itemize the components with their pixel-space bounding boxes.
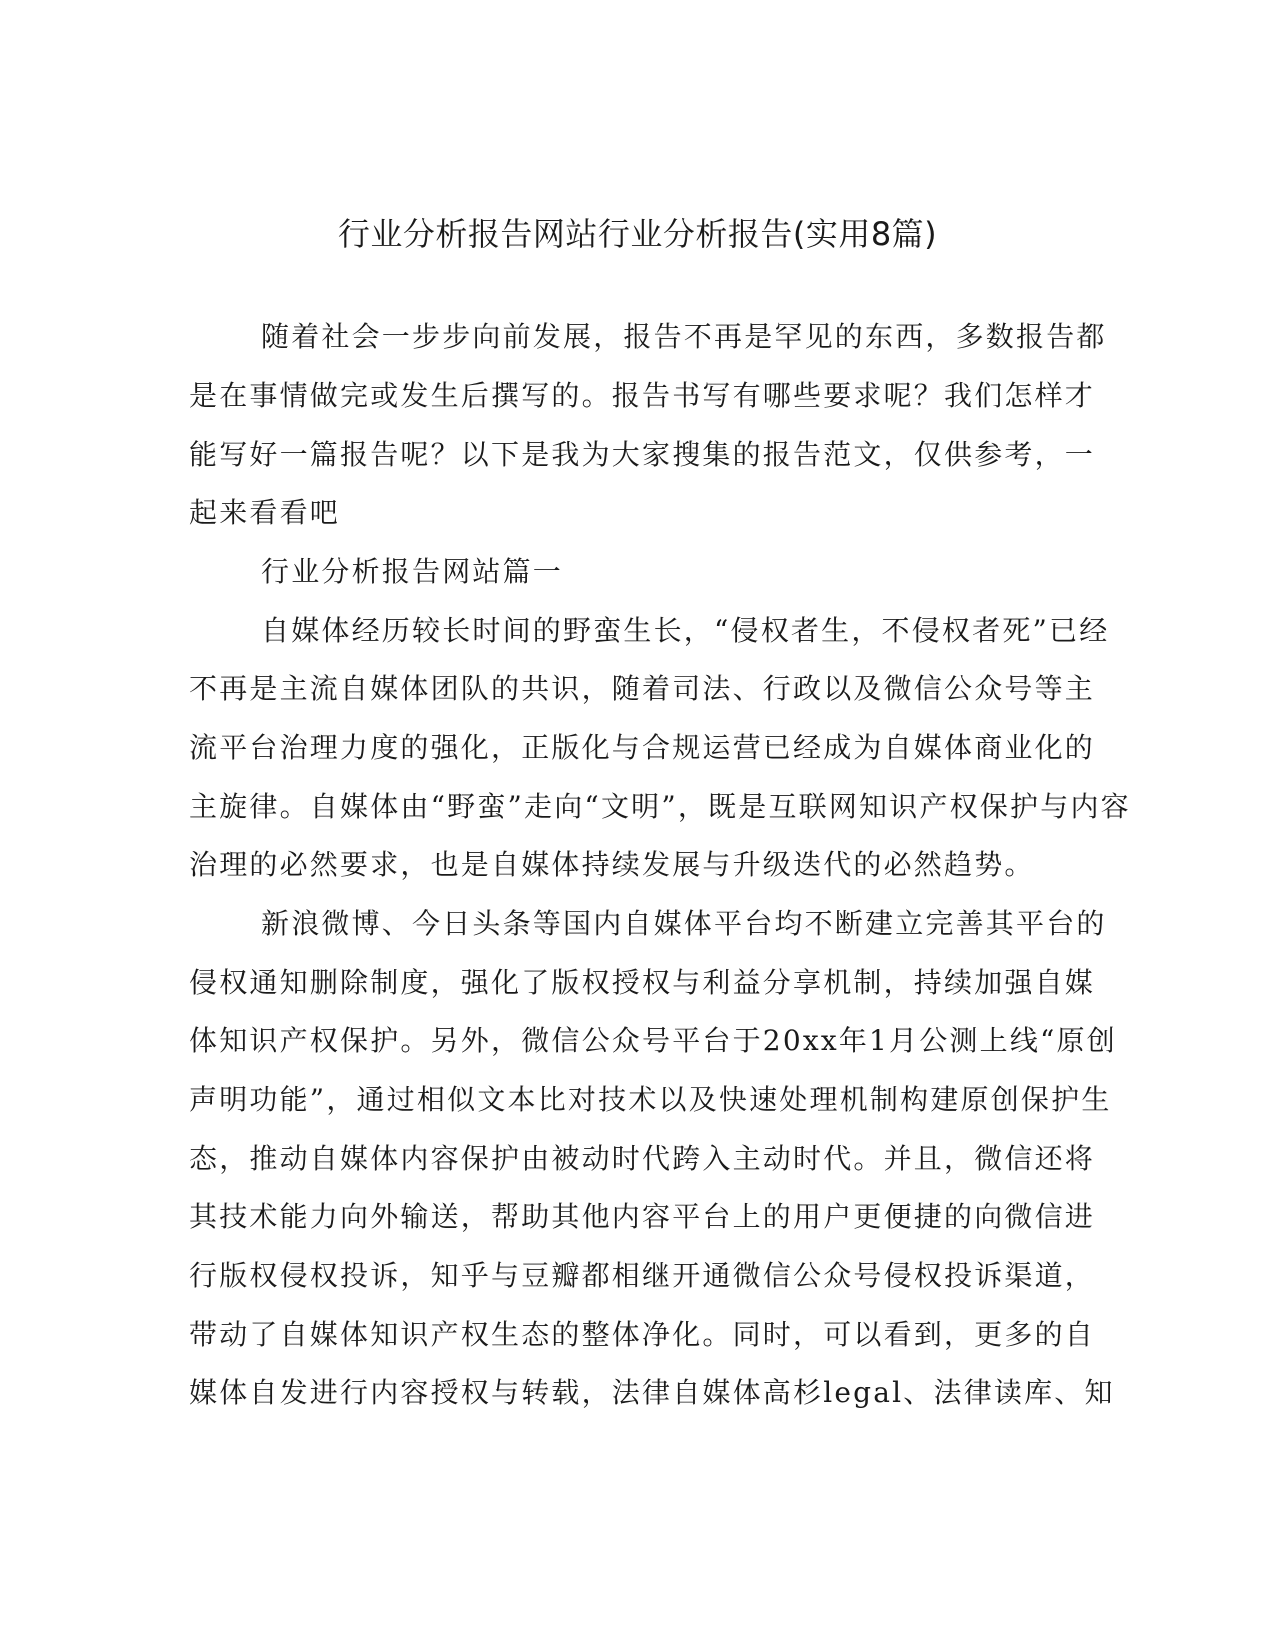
paragraph2-line-3: 体知识产权保护。另外，微信公众号平台于20xx年1月公测上线“原创 (189, 1024, 1117, 1057)
section-heading: 行业分析报告网站篇一 (261, 555, 564, 588)
paragraph1-line-4: 主旋律。自媒体由“野蛮”走向“文明”，既是互联网知识产权保护与内容 (189, 790, 1131, 823)
intro-line-3: 能写好一篇报告呢？以下是我为大家搜集的报告范文，仅供参考，一 (189, 438, 1096, 471)
paragraph2-line-5: 态，推动自媒体内容保护由被动时代跨入主动时代。并且，微信还将 (189, 1142, 1096, 1175)
paragraph2-line-9: 媒体自发进行内容授权与转载，法律自媒体高杉legal、法律读库、知 (189, 1376, 1115, 1409)
paragraph1-line-2: 不再是主流自媒体团队的共识，随着司法、行政以及微信公众号等主 (189, 672, 1096, 705)
intro-line-2: 是在事情做完或发生后撰写的。报告书写有哪些要求呢？我们怎样才 (189, 379, 1096, 412)
paragraph2-line-1: 新浪微博、今日头条等国内自媒体平台均不断建立完善其平台的 (261, 907, 1107, 940)
document-title: 行业分析报告网站行业分析报告(实用8篇) (337, 215, 938, 253)
intro-line-1: 随着社会一步步向前发展，报告不再是罕见的东西，多数报告都 (261, 320, 1107, 353)
intro-line-4: 起来看看吧 (189, 496, 341, 529)
paragraph2-line-4: 声明功能”，通过相似文本比对技术以及快速处理机制构建原创保护生 (189, 1083, 1112, 1116)
paragraph1-line-5: 治理的必然要求，也是自媒体持续发展与升级迭代的必然趋势。 (189, 848, 1035, 881)
paragraph1-line-3: 流平台治理力度的强化，正版化与合规运营已经成为自媒体商业化的 (189, 731, 1096, 764)
paragraph1-line-1: 自媒体经历较长时间的野蛮生长，“侵权者生，不侵权者死”已经 (261, 614, 1110, 647)
paragraph2-line-8: 带动了自媒体知识产权生态的整体净化。同时，可以看到，更多的自 (189, 1318, 1096, 1351)
paragraph2-line-2: 侵权通知删除制度，强化了版权授权与利益分享机制，持续加强自媒 (189, 966, 1096, 999)
paragraph2-line-7: 行版权侵权投诉，知乎与豆瓣都相继开通微信公众号侵权投诉渠道， (189, 1259, 1096, 1292)
paragraph2-line-6: 其技术能力向外输送，帮助其他内容平台上的用户更便捷的向微信进 (189, 1200, 1096, 1233)
